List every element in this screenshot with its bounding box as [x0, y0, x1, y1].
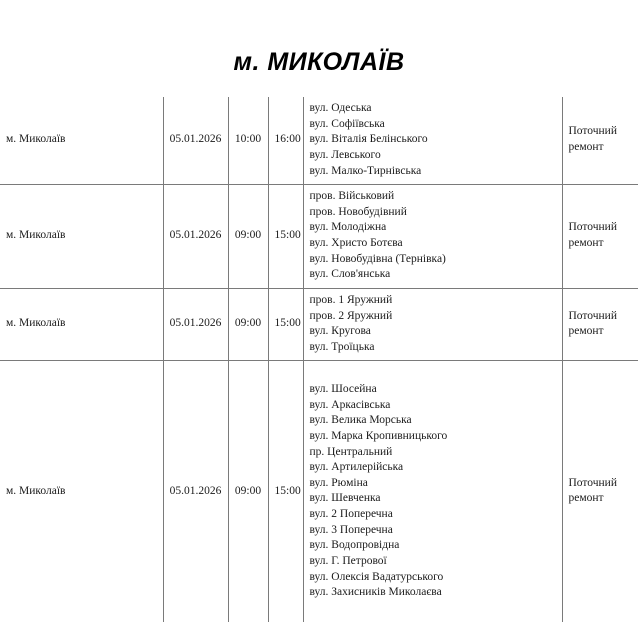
street-item: вул. Г. Петрової	[309, 554, 387, 567]
work-type-line: ремонт	[568, 237, 604, 249]
cell-date	[163, 97, 228, 185]
cell-date	[163, 288, 228, 361]
street-item: пр. Центральний	[309, 445, 393, 458]
street-item: пров. Новобудівний	[309, 205, 407, 218]
cell-work-type	[562, 97, 638, 185]
street-item: вул. Рюміна	[309, 476, 368, 489]
street-list	[310, 101, 556, 179]
street-item: вул. Шевченка	[309, 492, 381, 505]
cell-city	[0, 361, 163, 622]
table-row	[0, 185, 638, 289]
city-label: м. Миколаїв	[6, 317, 66, 330]
street-item: вул. Марка Кропивницького	[309, 429, 448, 442]
schedule-table-body	[0, 97, 638, 622]
cell-date	[163, 185, 228, 289]
time-to-label: 16:00	[274, 133, 301, 146]
time-from-label: 09:00	[234, 484, 262, 497]
street-item: вул. Малко-Тирнівська	[309, 164, 422, 177]
work-type-line: Поточний	[568, 476, 617, 489]
cell-city	[0, 288, 163, 361]
street-item: вул. Слов'янська	[309, 268, 391, 281]
street-item: вул. Аркасівська	[309, 398, 391, 411]
schedule-table-container	[0, 97, 638, 622]
city-label: м. Миколаїв	[6, 229, 66, 242]
cell-time-from	[228, 361, 268, 622]
city-label: м. Миколаїв	[6, 133, 66, 146]
cell-work-type	[562, 288, 638, 361]
date-label: 05.01.2026	[169, 317, 222, 330]
cell-time-to	[268, 288, 303, 361]
work-type-line: Поточний	[568, 125, 617, 138]
street-list	[310, 382, 556, 601]
street-item: вул. Троїцька	[309, 340, 375, 353]
table-row	[0, 361, 638, 622]
table-row	[0, 288, 638, 361]
street-item: вул. Артилерійська	[309, 461, 404, 474]
work-type-line: ремонт	[568, 141, 604, 154]
time-to-label: 15:00	[274, 317, 301, 330]
street-item: вул. Водопровідна	[309, 539, 400, 552]
street-item: вул. Одеська	[309, 102, 372, 114]
street-item: пров. 1 Яружний	[309, 293, 393, 306]
page-title: м. МИКОЛАЇВ	[233, 48, 405, 76]
city-label: м. Миколаїв	[6, 484, 66, 497]
street-item: вул. Захисників Миколаєва	[309, 586, 442, 599]
time-to-label: 15:00	[274, 484, 301, 497]
date-label: 05.01.2026	[169, 484, 222, 497]
cell-streets	[303, 361, 562, 622]
street-item: вул. Левського	[309, 148, 381, 161]
cell-streets	[303, 97, 562, 185]
cell-time-to	[268, 185, 303, 289]
cell-streets	[303, 185, 562, 289]
street-item: вул. Кругова	[309, 325, 371, 338]
street-item: вул. Шосейна	[309, 383, 377, 395]
time-from-label: 09:00	[234, 317, 262, 330]
street-item: вул. 2 Поперечна	[309, 508, 393, 520]
date-label: 05.01.2026	[169, 133, 222, 146]
cell-date	[163, 361, 228, 622]
cell-time-to	[268, 97, 303, 185]
street-item: вул. Новобудівна (Тернівка)	[309, 252, 446, 265]
street-list	[310, 293, 556, 356]
work-type-line: Поточний	[568, 221, 617, 234]
street-item: вул. Велика Морська	[309, 414, 412, 427]
time-from-label: 09:00	[234, 229, 262, 242]
street-item: пров. 2 Яружний	[309, 309, 393, 322]
work-type-line: ремонт	[568, 492, 604, 505]
cell-work-type	[562, 185, 638, 289]
cell-time-to	[268, 361, 303, 622]
street-item: вул. Олексія Вадатурського	[309, 570, 444, 583]
cell-time-from	[228, 288, 268, 361]
street-item: вул. Молодіжна	[309, 221, 387, 234]
street-item: вул. Віталія Белінського	[309, 133, 428, 146]
cell-time-from	[228, 185, 268, 289]
street-list	[310, 189, 556, 283]
table-row	[0, 97, 638, 185]
street-item: вул. Софіївська	[309, 117, 385, 130]
work-type-line: Поточний	[568, 309, 617, 322]
cell-streets	[303, 288, 562, 361]
cell-city	[0, 97, 163, 185]
cell-time-from	[228, 97, 268, 185]
cell-city	[0, 185, 163, 289]
work-type-line: ремонт	[568, 325, 604, 338]
date-label: 05.01.2026	[169, 229, 222, 242]
time-to-label: 15:00	[274, 229, 301, 242]
outage-schedule-table	[0, 97, 638, 622]
time-from-label: 10:00	[234, 133, 262, 146]
street-item: вул. Христо Ботєва	[309, 237, 403, 249]
street-item: вул. 3 Поперечна	[309, 523, 393, 536]
street-item: пров. Військовий	[309, 190, 395, 203]
cell-work-type	[562, 361, 638, 622]
